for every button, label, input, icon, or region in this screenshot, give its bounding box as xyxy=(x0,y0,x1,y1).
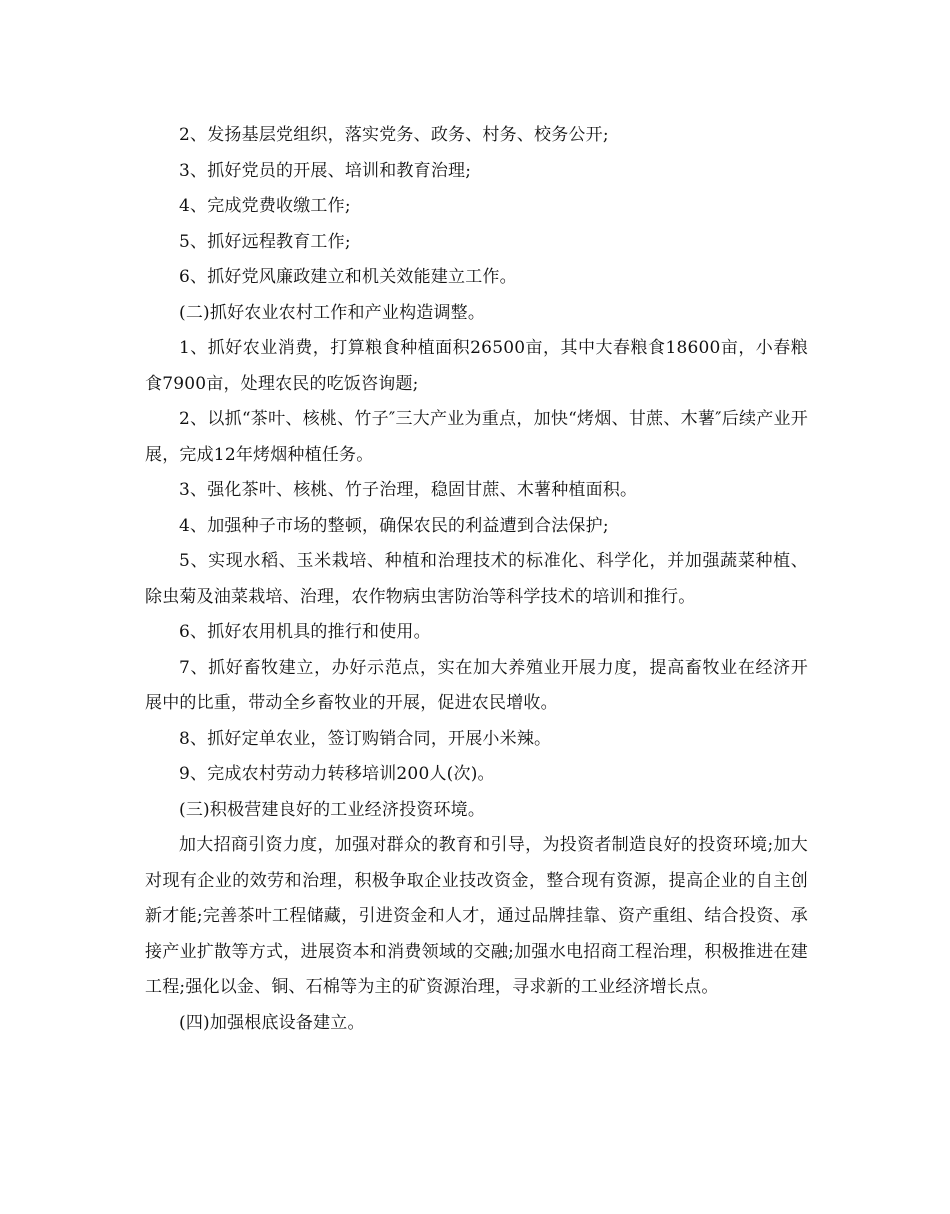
paragraph-remote-education: 5、抓好远程教育工作; xyxy=(179,231,351,252)
paragraph-crop-technology: 5、实现水稻、玉米栽培、种植和治理技术的标准化、科学化，并加强蔬菜种植、除虫菊及油菜栽培、治理，农作物病虫害防治等科学技术的培训和推行。 xyxy=(145,551,808,607)
paragraph-party-member-training: 3、抓好党员的开展、培训和教育治理; xyxy=(179,160,472,181)
paragraph-party-affairs-open: 2、发扬基层党组织，落实党务、政务、村务、校务公开; xyxy=(179,125,609,145)
section-heading-agriculture: (二)抓好农业农村工作和产业构造调整。 xyxy=(179,302,486,323)
paragraph-party-fees: 4、完成党费收缴工作; xyxy=(179,196,351,216)
section-heading-industrial-investment: (三)积极营建良好的工业经济投资环境。 xyxy=(179,799,486,820)
paragraph-seed-market: 4、加强种子市场的整顿，确保农民的利益遭到合法保护; xyxy=(179,515,609,536)
paragraph-tea-walnut-bamboo: 3、强化茶叶、核桃、竹子治理，稳固甘蔗、木薯种植面积。 xyxy=(179,480,638,500)
paragraph-integrity-building: 6、抓好党风廉政建立和机关效能建立工作。 xyxy=(179,267,517,287)
paragraph-animal-husbandry: 7、抓好畜牧建立，办好示范点，实在加大养殖业开展力度，提高畜牧业在经济开展中的比重，带动全乡畜牧业的开展，促进农民增收。 xyxy=(145,657,808,713)
paragraph-investment-promotion: 加大招商引资力度，加强对群众的教育和引导，为投资者制造良好的投资环境;加大对现有企业的效劳和治理，积极争取企业技改资金，整合现有资源，提高企业的自主创新才能;完善茶叶工程储藏，引进资金和人才，通过品牌挂靠、资产重组、结合投资、承接产业扩散等方式，进展资本和消费领域的交融;加强水电招商工程治理，积极推进在建工程;强化以金、铜、石棉等为主的矿资源治理，寻求新的工业经济增长点。 xyxy=(145,835,808,997)
paragraph-three-industries: 2、以抓“茶叶、核桃、竹子″三大产业为重点，加快“烤烟、甘蔗、木薯″后续产业开展，完成12年烤烟种植任务。 xyxy=(145,409,808,465)
paragraph-labor-training: 9、完成农村劳动力转移培训200人(次)。 xyxy=(179,764,495,784)
paragraph-grain-planting: 1、抓好农业消费，打算粮食种植面积26500亩，其中大春粮食18600亩，小春粮食7900亩，处理农民的吃饭咨询题; xyxy=(145,338,808,394)
paragraph-order-agriculture: 8、抓好定单农业，签订购销合同，开展小米辣。 xyxy=(179,728,552,749)
paragraph-farm-machinery: 6、抓好农用机具的推行和使用。 xyxy=(179,622,431,642)
section-heading-infrastructure: (四)加强根底设备建立。 xyxy=(179,1012,365,1033)
